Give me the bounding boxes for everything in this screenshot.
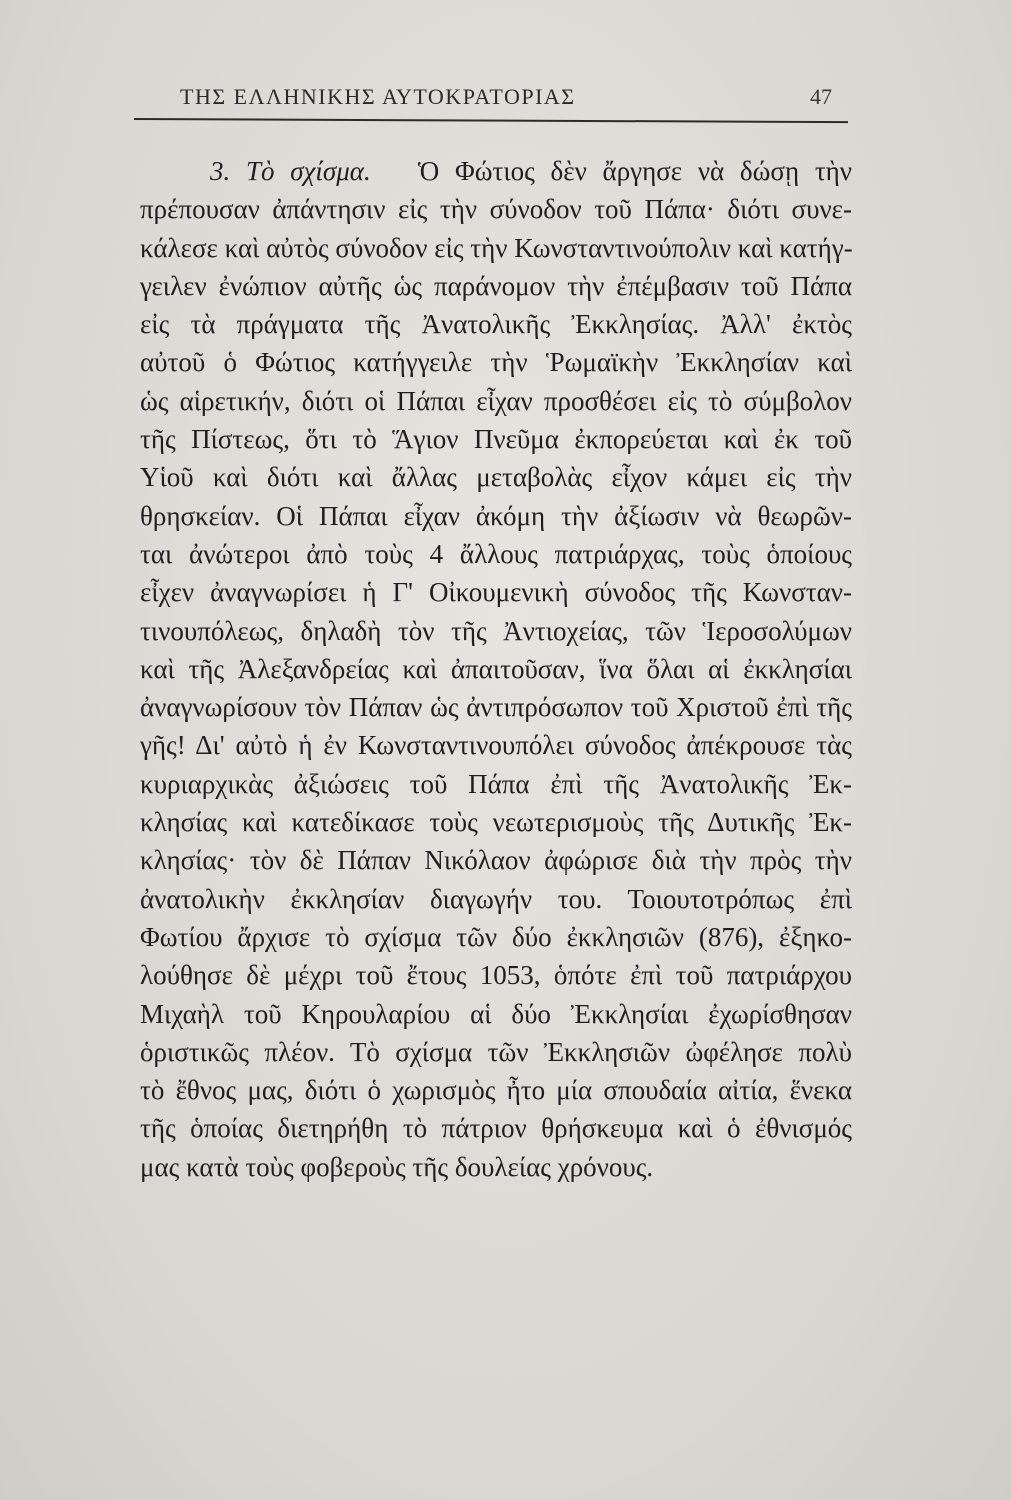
text-line: μας κατὰ τοὺς φοβεροὺς τῆς δουλείας χρόνους. (140, 1151, 654, 1182)
text-line: λούθησε δὲ μέχρι τοῦ ἔτους 1053, ὁπότε ἐπὶ τοῦ πατριάρχου (140, 960, 852, 991)
text-line: κλησίας· τὸν δὲ Πάπαν Νικόλαον ἀφώρισε διὰ τὴν πρὸς τὴν (140, 845, 852, 876)
text-line: τὸ ἔθνος μας, διότι ὁ χωρισμὸς ἦτο μία σπουδαία αἰτία, ἕνεκα (140, 1075, 852, 1106)
text-line: πρέπουσαν ἀπάντησιν εἰς τὴν σύνοδον τοῦ Πάπα· διότι συνε- (140, 194, 852, 225)
text-line: εἰς τὰ πράγματα τῆς Ἀνατολικῆς Ἐκκλησίας. Ἀλλ' ἐκτὸς (140, 309, 852, 340)
text-line: τῆς Πίστεως, ὅτι τὸ Ἅγιον Πνεῦμα ἐκπορεύεται καὶ ἐκ τοῦ (140, 424, 852, 455)
text-line (140, 152, 852, 190)
text-line: ἀναγνωρίσουν τὸν Πάπαν ὡς ἀντιπρόσωπον τοῦ Χριστοῦ ἐπὶ τῆς (140, 692, 852, 723)
text-line: κυριαρχικὰς ἀξιώσεις τοῦ Πάπα ἐπὶ τῆς Ἀνατολικῆς Ἐκ- (140, 768, 852, 799)
text-line: εἶχεν ἀναγνωρίσει ἡ Γ' Οἰκουμενικὴ σύνοδος τῆς Κωνσταν- (140, 577, 852, 608)
text-line: ἀνατολικὴν ἐκκλησίαν διαγωγήν του. Τοιουτοτρόπως ἐπὶ (140, 883, 852, 914)
text-line-content: Ὁ Φώτιος δὲν ἄργησε νὰ δώσῃ τὴν (417, 156, 853, 186)
text-line: Φωτίου ἄρχισε τὸ σχίσμα τῶν δύο ἐκκλησιῶν (876), ἐξηκο- (140, 921, 852, 952)
text-line: αὐτοῦ ὁ Φώτιος κατήγγειλε τὴν Ῥωμαϊκὴν Ἐκκλησίαν καὶ (140, 347, 852, 378)
text-line: κλησίας καὶ κατεδίκασε τοὺς νεωτερισμοὺς τῆς Δυτικῆς Ἐκ- (140, 807, 852, 838)
text-line: ται ἀνώτεροι ἀπὸ τοὺς 4 ἄλλους πατριάρχας, τοὺς ὁποίους (140, 538, 852, 569)
text-line: κάλεσε καὶ αὐτὸς σύνοδον εἰς τὴν Κωνσταντινούπολιν καὶ κατήγ- (140, 232, 853, 263)
text-line: καὶ τῆς Ἀλεξανδρείας καὶ ἀπαιτοῦσαν, ἵνα ὅλαι αἱ ἐκκλησίαι (140, 653, 852, 684)
page-number: 47 (810, 84, 832, 109)
text-line: Μιχαὴλ τοῦ Κηρουλαρίου αἱ δύο Ἐκκλησίαι ἐχωρίσθησαν (140, 998, 852, 1029)
text-line: γειλεν ἐνώπιον αὐτῆς ὡς παράνομον τὴν ἐπέμβασιν τοῦ Πάπα (140, 270, 852, 301)
text-line: ὁριστικῶς πλέον. Τὸ σχίσμα τῶν Ἐκκλησιῶν ὠφέλησε πολὺ (140, 1036, 852, 1067)
text-line: θρησκείαν. Οἱ Πάπαι εἶχαν ἀκόμη τὴν ἀξίωσιν νὰ θεωρῶν- (140, 500, 852, 531)
text-line: τῆς ὁποίας διετηρήθη τὸ πάτριον θρήσκευμα καὶ ὁ ἐθνισμός (140, 1113, 852, 1144)
body-text (140, 152, 852, 1186)
header-rule (134, 118, 848, 123)
section-heading: 3. Τὸ σχίσμα. (210, 156, 371, 186)
text-line: τινουπόλεως, δηλαδὴ τὸν τῆς Ἀντιοχείας, τῶν Ἱεροσολύμων (140, 615, 852, 646)
text-line: Υἱοῦ καὶ διότι καὶ ἄλλας μεταβολὰς εἶχον κάμει εἰς τὴν (140, 462, 852, 493)
text-line: γῆς! Δι' αὐτὸ ἡ ἐν Κωνσταντινουπόλει σύνοδος ἀπέκρουσε τὰς (140, 730, 852, 761)
text-line: ὡς αἱρετικήν, διότι οἱ Πάπαι εἶχαν προσθέσει εἰς τὸ σύμβολον (140, 385, 852, 416)
running-head: ΤΗΣ ΕΛΛΗΝΙΚΗΣ ΑΥΤΟΚΡΑΤΟΡΙΑΣ (180, 84, 576, 109)
